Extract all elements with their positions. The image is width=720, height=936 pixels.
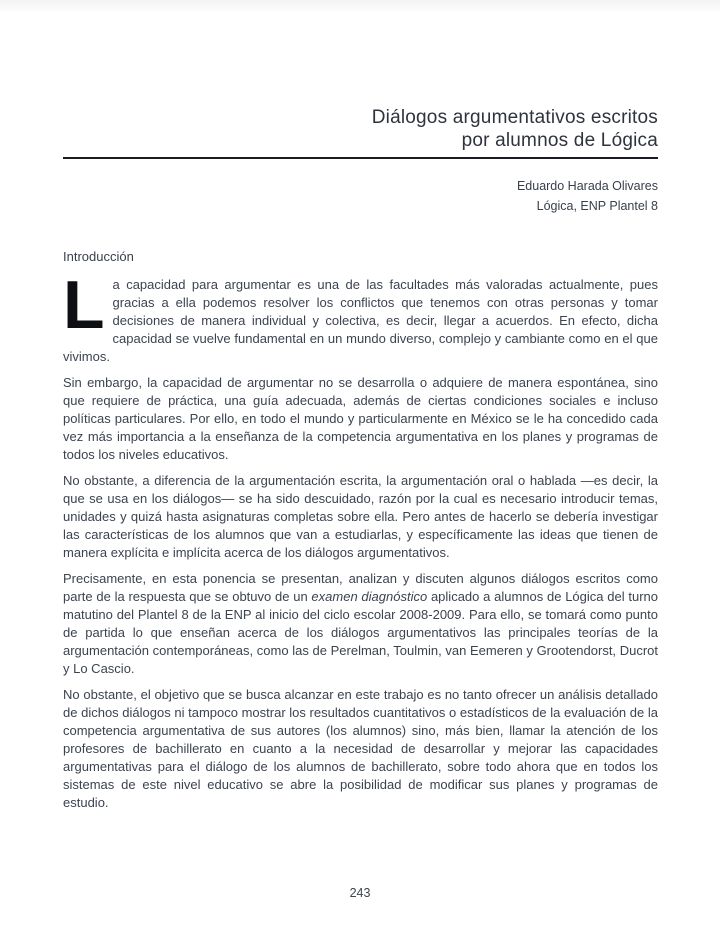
- paragraph-2: Sin embargo, la capacidad de argumentar no se desarrolla o adquiere de manera espontánea, sino que requiere de práctica, una guía adecuada, además de ciertas condiciones sociales e incluso políticas particulares. Por ello, en todo el mundo y particularmente en México se le ha concedido cada vez más importancia a la enseñanza de la competencia argumentativa en los planes y programas de todos los niveles educativos.: [63, 375, 658, 462]
- author-affiliation: Lógica, ENP Plantel 8: [536, 199, 658, 213]
- author-name: Eduardo Harada Olivares: [516, 179, 658, 193]
- paragraph-4-italic-term: examen diagnóstico: [311, 589, 428, 604]
- paragraph-3: No obstante, a diferencia de la argumentación escrita, la argumentación oral o hablada —es decir, la que se usa en los diálogos— se ha sido descuidado, razón por la cual es necesario introducir temas, unidades y quizá hasta asignaturas completas sobre ella. Pero antes de hacerlo se debería investigar las características de los alumnos que van a estudiarlas, y específicamente las ideas que tienen de manera explícita e implícita acerca de los diálogos argumentativos.: [63, 473, 658, 560]
- paragraph-4-before: Precisamente, en esta ponencia se presentan, analizan y discuten algunos diálogos escritos como parte de la respuesta que se obtuvo de un: [63, 571, 658, 604]
- title-rule-divider: [63, 157, 658, 159]
- title-line-2: por alumnos de Lógica: [461, 130, 658, 151]
- paragraph-5: No obstante, el objetivo que se busca alcanzar en este trabajo es no tanto ofrecer un análisis detallado de dichos diálogos ni tampoco mostrar los resultados cuantitativos o estadísticos de la evaluación de la competencia argumentativa de sus autores (los alumnos) sino, más bien, llamar la atención de los profesores de bachillerato en cuanto a la necesidad de desarrollar y mejorar las capacidades argumentativas para el diálogo de los alumnos de bachillerato, sobre todo ahora que en todos los sistemas de este nivel educativo se abre la posibilidad de modificar sus planes y programas de estudio.: [63, 687, 658, 810]
- byline: [63, 176, 658, 216]
- paragraph-1-text: a capacidad para argumentar es una de las facultades más valoradas actualmente, pues gracias a ella podemos resolver los conflictos que tenemos con otras personas y tomar decisiones de manera individual y colectiva, es decir, llegar a acuerdos. En efecto, dicha capacidad se vuelve fundamental en un mundo diverso, complejo y cambiante como en el que vivimos.: [63, 277, 658, 364]
- paragraph-4: [63, 570, 658, 678]
- paragraph-4-after: aplicado a alumnos de Lógica del turno matutino del Plantel 8 de la ENP al inicio del ciclo escolar 2008-2009. Para ello, se tomará como punto de partida lo que enseñan acerca de los diálogos argumentativos las principales teorías de la argumentación contemporáneas, como las de Perelman, Toulmin, van Eemeren y Grootendorst, Ducrot y Lo Cascio.: [63, 589, 658, 676]
- page-content: [63, 0, 658, 820]
- paragraph-1: [63, 267, 658, 366]
- title-line-1: Diálogos argumentativos escritos: [371, 107, 658, 128]
- section-heading-introduccion: Introducción: [63, 249, 134, 264]
- drop-cap-letter: L: [63, 267, 105, 343]
- page-title: [63, 106, 658, 152]
- page-number: 243: [349, 886, 371, 900]
